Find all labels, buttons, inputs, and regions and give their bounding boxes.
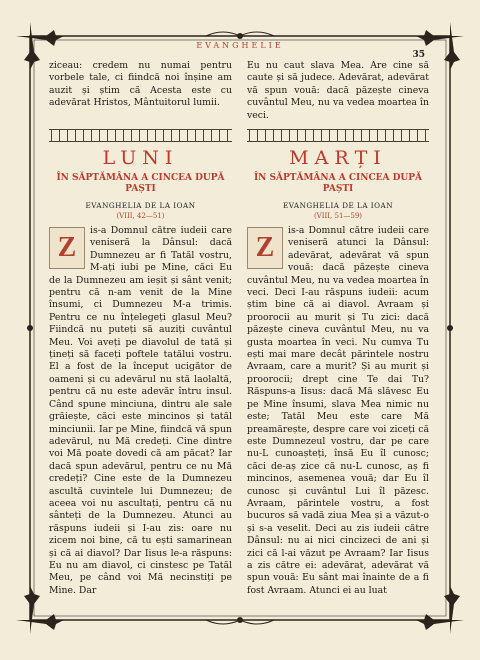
right-gospel-text: is-a Domnul către iudeii care veniseră atunci la Dânsul: adevărat, adevărat vă spun vouă: dacă păzește cineva cuvântul Meu, nu va vedea moartea în veci. Deci I-au răspuns iudeii: acum știm bine că ai diavol. Avraam și proorocii au murit și Tu zici: dacă păzește cineva cuvântul Meu, nu va gusta moartea în veci. Nu cumva Tu ești mai mare decât părintele nostru Avraam, care a murit? Și au murit și proorocii; drept cine Te dai Tu? Răspuns-a Iisus: dacă Mă slăvesc Eu pe Mine însumi, slava Mea nimic nu este; Tatăl Meu este care Mă preamărește, despre care voi ziceți că este Dumnezeul vostru, dar pe care nu-L cunoașteți, însă Eu îl cunosc; căci de-aș zice că nu-L cunosc, aș fi mincinos, asemenea vouă; dar Eu îl cunosc și cuvântul Lui îl păzesc. Avraam, părintele vostru, a fost bucuros să vadă ziua Mea și a văzut-o și s-a veselit. Deci au zis iudeii către Dânsul: nu ai nici cincizeci de ani și zici că l-ai văzut pe Avraam? Iar Iisus a zis către ei: adevărat, adevărat vă spun vouă: Eu sânt mai înainte de a fi fost Avraam. Atunci ei au luat (247, 225, 429, 596)
running-head: EVANGHELIE (196, 41, 284, 50)
left-gospel-text: is-a Domnul către iudeii care veniseră la Dânsul: dacă Dumnezeu ar fi Tatăl vostru, M-ați iubi pe Mine, căci Eu de la Dumnezeu am ieșit și sânt venit; pentru că n-am venit de la Mine însumi, ci Dumnezeu M-a trimis. Pentru ce nu înțelegeți glasul Meu? Fiindcă nu puteți să auziți cuvântul Meu. Voi aveți pe diavolul de tată și țineți să faceți poftele tatălui vostru. El a fost de la început ucigător de oameni și cu adevărul nu stă laolaltă, pentru că nu este adevăr întru insul. Când spune minciuna, dintru ale sale grăiește, căci este mincinos și tatăl minciunii. Iar pe Mine, fiindcă vă spun adevărul, nu Mă credeți. Cine dintre voi Mă poate dovedi că am păcat? Iar dacă spun adevărul, pentru ce nu Mă credeți? Cine este de la Dumnezeu ascultă cuvintele lui Dumnezeu; de aceea voi nu ascultați, pentru că nu sânteți de la Dumnezeu. Atunci au răspuns iudeii și I-au zis: oare nu zicem noi bine, că tu ești samarinean și că ai diavol? Dar Iisus le-a răspuns: Eu nu am diavol, ci cinstesc pe Tatăl Meu, pe când voi Mă necinstiți pe Mine. Dar (49, 225, 232, 596)
left-day-title: LUNI (102, 147, 179, 169)
left-drop-cap (49, 227, 85, 269)
left-continuation-text: ziceau: credem nu numai pentru vorbele tale, ci fiindcă noi înșine am auzit și știm că Acesta este cu adevărat Hristos, Mântuitorul lumii. (49, 60, 232, 109)
right-section-heading (247, 147, 429, 220)
page-number: 35 (412, 50, 425, 60)
left-gospel-body (49, 225, 232, 597)
left-day-subtitle: ÎN SĂPTĂMÂNA A CINCEA DUPĂ PAȘTI (56, 173, 225, 194)
ornament-divider-left (49, 129, 232, 142)
right-gospel-body (247, 225, 429, 597)
ornament-divider-right (247, 129, 429, 142)
left-section-heading (49, 147, 232, 220)
left-verses: (VIII, 42—51) (116, 212, 165, 220)
right-drop-cap-letter: Z (255, 231, 275, 263)
right-drop-cap (247, 227, 283, 269)
right-day-subtitle: ÎN SĂPTĂMÂNA A CINCEA DUPĂ PAȘTI (253, 173, 423, 194)
left-drop-cap-letter: Z (57, 231, 77, 263)
right-verses: (VIII, 51—59) (313, 212, 363, 220)
left-gospel-source: EVANGHELIA DE LA IOAN (85, 201, 196, 210)
right-gospel-source: EVANGHELIA DE LA IOAN (282, 201, 394, 210)
right-continuation-text: Eu nu caut slava Mea. Are cine să caute și să judece. Adevărat, adevărat vă spun vouă: dacă păzește cineva cuvântul Meu, nu va vedea moartea în veci. (247, 60, 429, 121)
right-day-title: MARȚI (289, 147, 387, 169)
